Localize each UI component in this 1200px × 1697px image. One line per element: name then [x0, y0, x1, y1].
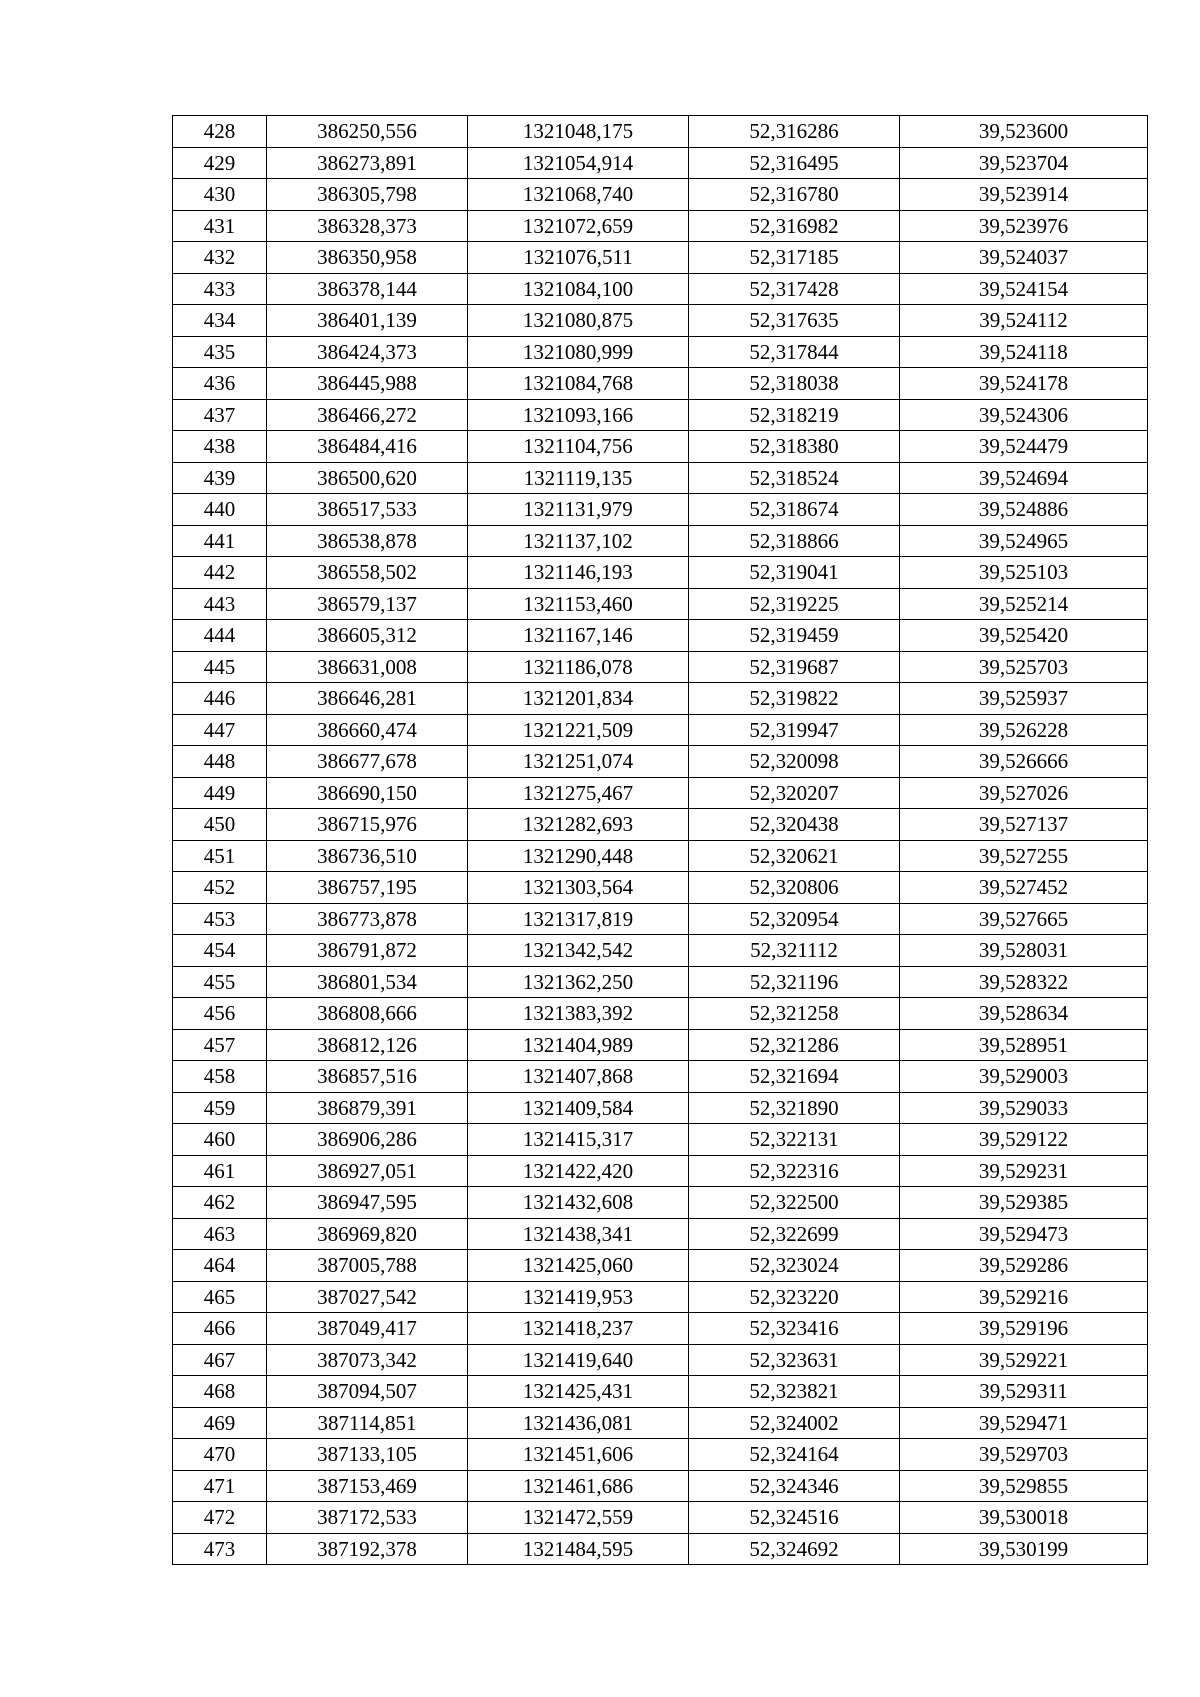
longitude-cell: 39,523704	[900, 147, 1148, 179]
x-coordinate-cell: 386690,150	[267, 777, 468, 809]
x-coordinate-cell: 386879,391	[267, 1092, 468, 1124]
table-row	[173, 903, 1148, 935]
point-number-cell: 456	[173, 998, 267, 1030]
y-coordinate-cell: 1321084,100	[468, 273, 689, 305]
latitude-cell: 52,323416	[689, 1313, 900, 1345]
y-coordinate-cell: 1321167,146	[468, 620, 689, 652]
table-row	[173, 935, 1148, 967]
longitude-cell: 39,529311	[900, 1376, 1148, 1408]
table-row	[173, 210, 1148, 242]
point-number-cell: 452	[173, 872, 267, 904]
longitude-cell: 39,523976	[900, 210, 1148, 242]
x-coordinate-cell: 387153,469	[267, 1470, 468, 1502]
table-row	[173, 1439, 1148, 1471]
point-number-cell: 464	[173, 1250, 267, 1282]
y-coordinate-cell: 1321432,608	[468, 1187, 689, 1219]
point-number-cell: 430	[173, 179, 267, 211]
y-coordinate-cell: 1321418,237	[468, 1313, 689, 1345]
table-row	[173, 777, 1148, 809]
longitude-cell: 39,528322	[900, 966, 1148, 998]
table-row	[173, 273, 1148, 305]
latitude-cell: 52,319041	[689, 557, 900, 589]
latitude-cell: 52,321286	[689, 1029, 900, 1061]
y-coordinate-cell: 1321054,914	[468, 147, 689, 179]
x-coordinate-cell: 386801,534	[267, 966, 468, 998]
y-coordinate-cell: 1321251,074	[468, 746, 689, 778]
latitude-cell: 52,318866	[689, 525, 900, 557]
longitude-cell: 39,524154	[900, 273, 1148, 305]
latitude-cell: 52,318038	[689, 368, 900, 400]
point-number-cell: 469	[173, 1407, 267, 1439]
longitude-cell: 39,527026	[900, 777, 1148, 809]
longitude-cell: 39,527665	[900, 903, 1148, 935]
y-coordinate-cell: 1321342,542	[468, 935, 689, 967]
point-number-cell: 446	[173, 683, 267, 715]
table-row	[173, 462, 1148, 494]
table-row	[173, 1155, 1148, 1187]
longitude-cell: 39,524694	[900, 462, 1148, 494]
y-coordinate-cell: 1321080,875	[468, 305, 689, 337]
y-coordinate-cell: 1321461,686	[468, 1470, 689, 1502]
y-coordinate-cell: 1321153,460	[468, 588, 689, 620]
point-number-cell: 467	[173, 1344, 267, 1376]
point-number-cell: 435	[173, 336, 267, 368]
longitude-cell: 39,524112	[900, 305, 1148, 337]
y-coordinate-cell: 1321419,953	[468, 1281, 689, 1313]
latitude-cell: 52,323024	[689, 1250, 900, 1282]
longitude-cell: 39,529385	[900, 1187, 1148, 1219]
table-row	[173, 620, 1148, 652]
y-coordinate-cell: 1321131,979	[468, 494, 689, 526]
x-coordinate-cell: 386947,595	[267, 1187, 468, 1219]
longitude-cell: 39,529221	[900, 1344, 1148, 1376]
y-coordinate-cell: 1321048,175	[468, 116, 689, 148]
table-row	[173, 305, 1148, 337]
point-number-cell: 459	[173, 1092, 267, 1124]
longitude-cell: 39,528634	[900, 998, 1148, 1030]
longitude-cell: 39,525937	[900, 683, 1148, 715]
latitude-cell: 52,323220	[689, 1281, 900, 1313]
table-row	[173, 714, 1148, 746]
point-number-cell: 465	[173, 1281, 267, 1313]
point-number-cell: 461	[173, 1155, 267, 1187]
latitude-cell: 52,324164	[689, 1439, 900, 1471]
x-coordinate-cell: 386305,798	[267, 179, 468, 211]
y-coordinate-cell: 1321080,999	[468, 336, 689, 368]
longitude-cell: 39,529033	[900, 1092, 1148, 1124]
longitude-cell: 39,529231	[900, 1155, 1148, 1187]
longitude-cell: 39,528031	[900, 935, 1148, 967]
y-coordinate-cell: 1321484,595	[468, 1533, 689, 1565]
table-row	[173, 1313, 1148, 1345]
latitude-cell: 52,320438	[689, 809, 900, 841]
table-row	[173, 966, 1148, 998]
point-number-cell: 466	[173, 1313, 267, 1345]
point-number-cell: 463	[173, 1218, 267, 1250]
longitude-cell: 39,524178	[900, 368, 1148, 400]
point-number-cell: 457	[173, 1029, 267, 1061]
latitude-cell: 52,318674	[689, 494, 900, 526]
y-coordinate-cell: 1321383,392	[468, 998, 689, 1030]
latitude-cell: 52,316286	[689, 116, 900, 148]
point-number-cell: 451	[173, 840, 267, 872]
latitude-cell: 52,322131	[689, 1124, 900, 1156]
latitude-cell: 52,322500	[689, 1187, 900, 1219]
x-coordinate-cell: 386517,533	[267, 494, 468, 526]
table-row	[173, 1470, 1148, 1502]
x-coordinate-cell: 386660,474	[267, 714, 468, 746]
point-number-cell: 444	[173, 620, 267, 652]
longitude-cell: 39,530018	[900, 1502, 1148, 1534]
y-coordinate-cell: 1321275,467	[468, 777, 689, 809]
x-coordinate-cell: 386500,620	[267, 462, 468, 494]
longitude-cell: 39,525420	[900, 620, 1148, 652]
point-number-cell: 433	[173, 273, 267, 305]
point-number-cell: 438	[173, 431, 267, 463]
table-row	[173, 1218, 1148, 1250]
y-coordinate-cell: 1321438,341	[468, 1218, 689, 1250]
y-coordinate-cell: 1321186,078	[468, 651, 689, 683]
point-number-cell: 472	[173, 1502, 267, 1534]
longitude-cell: 39,529286	[900, 1250, 1148, 1282]
y-coordinate-cell: 1321303,564	[468, 872, 689, 904]
y-coordinate-cell: 1321104,756	[468, 431, 689, 463]
point-number-cell: 470	[173, 1439, 267, 1471]
x-coordinate-cell: 387133,105	[267, 1439, 468, 1471]
point-number-cell: 458	[173, 1061, 267, 1093]
latitude-cell: 52,321112	[689, 935, 900, 967]
x-coordinate-cell: 386250,556	[267, 116, 468, 148]
table-row	[173, 525, 1148, 557]
point-number-cell: 445	[173, 651, 267, 683]
x-coordinate-cell: 387114,851	[267, 1407, 468, 1439]
point-number-cell: 437	[173, 399, 267, 431]
latitude-cell: 52,319225	[689, 588, 900, 620]
x-coordinate-cell: 386677,678	[267, 746, 468, 778]
point-number-cell: 454	[173, 935, 267, 967]
y-coordinate-cell: 1321119,135	[468, 462, 689, 494]
longitude-cell: 39,529122	[900, 1124, 1148, 1156]
x-coordinate-cell: 386631,008	[267, 651, 468, 683]
latitude-cell: 52,321196	[689, 966, 900, 998]
table-row	[173, 1029, 1148, 1061]
latitude-cell: 52,324346	[689, 1470, 900, 1502]
point-number-cell: 443	[173, 588, 267, 620]
point-number-cell: 436	[173, 368, 267, 400]
latitude-cell: 52,324002	[689, 1407, 900, 1439]
table-row	[173, 147, 1148, 179]
longitude-cell: 39,524037	[900, 242, 1148, 274]
longitude-cell: 39,525103	[900, 557, 1148, 589]
point-number-cell: 471	[173, 1470, 267, 1502]
point-number-cell: 439	[173, 462, 267, 494]
latitude-cell: 52,318524	[689, 462, 900, 494]
y-coordinate-cell: 1321409,584	[468, 1092, 689, 1124]
longitude-cell: 39,524886	[900, 494, 1148, 526]
latitude-cell: 52,323631	[689, 1344, 900, 1376]
longitude-cell: 39,523600	[900, 116, 1148, 148]
y-coordinate-cell: 1321146,193	[468, 557, 689, 589]
latitude-cell: 52,320954	[689, 903, 900, 935]
table-row	[173, 588, 1148, 620]
table-row	[173, 872, 1148, 904]
point-number-cell: 462	[173, 1187, 267, 1219]
x-coordinate-cell: 386857,516	[267, 1061, 468, 1093]
longitude-cell: 39,528951	[900, 1029, 1148, 1061]
table-row	[173, 1376, 1148, 1408]
y-coordinate-cell: 1321422,420	[468, 1155, 689, 1187]
table-row	[173, 179, 1148, 211]
table-row	[173, 1250, 1148, 1282]
longitude-cell: 39,529471	[900, 1407, 1148, 1439]
x-coordinate-cell: 386791,872	[267, 935, 468, 967]
point-number-cell: 428	[173, 116, 267, 148]
point-number-cell: 441	[173, 525, 267, 557]
point-number-cell: 449	[173, 777, 267, 809]
latitude-cell: 52,319822	[689, 683, 900, 715]
latitude-cell: 52,319459	[689, 620, 900, 652]
y-coordinate-cell: 1321425,431	[468, 1376, 689, 1408]
y-coordinate-cell: 1321362,250	[468, 966, 689, 998]
x-coordinate-cell: 386646,281	[267, 683, 468, 715]
x-coordinate-cell: 386808,666	[267, 998, 468, 1030]
latitude-cell: 52,317844	[689, 336, 900, 368]
point-number-cell: 432	[173, 242, 267, 274]
table-row	[173, 368, 1148, 400]
x-coordinate-cell: 386812,126	[267, 1029, 468, 1061]
table-row	[173, 746, 1148, 778]
table-row	[173, 1281, 1148, 1313]
x-coordinate-cell: 386273,891	[267, 147, 468, 179]
x-coordinate-cell: 386424,373	[267, 336, 468, 368]
point-number-cell: 429	[173, 147, 267, 179]
x-coordinate-cell: 386466,272	[267, 399, 468, 431]
table-row	[173, 809, 1148, 841]
longitude-cell: 39,525214	[900, 588, 1148, 620]
point-number-cell: 455	[173, 966, 267, 998]
x-coordinate-cell: 386927,051	[267, 1155, 468, 1187]
table-row	[173, 998, 1148, 1030]
x-coordinate-cell: 386773,878	[267, 903, 468, 935]
latitude-cell: 52,317185	[689, 242, 900, 274]
longitude-cell: 39,529196	[900, 1313, 1148, 1345]
x-coordinate-cell: 386715,976	[267, 809, 468, 841]
y-coordinate-cell: 1321451,606	[468, 1439, 689, 1471]
y-coordinate-cell: 1321436,081	[468, 1407, 689, 1439]
point-number-cell: 448	[173, 746, 267, 778]
longitude-cell: 39,529473	[900, 1218, 1148, 1250]
y-coordinate-cell: 1321282,693	[468, 809, 689, 841]
latitude-cell: 52,316780	[689, 179, 900, 211]
y-coordinate-cell: 1321415,317	[468, 1124, 689, 1156]
x-coordinate-cell: 387027,542	[267, 1281, 468, 1313]
latitude-cell: 52,318219	[689, 399, 900, 431]
longitude-cell: 39,530199	[900, 1533, 1148, 1565]
latitude-cell: 52,319947	[689, 714, 900, 746]
longitude-cell: 39,523914	[900, 179, 1148, 211]
x-coordinate-cell: 386538,878	[267, 525, 468, 557]
table-row	[173, 116, 1148, 148]
x-coordinate-cell: 386378,144	[267, 273, 468, 305]
point-number-cell: 453	[173, 903, 267, 935]
latitude-cell: 52,318380	[689, 431, 900, 463]
point-number-cell: 431	[173, 210, 267, 242]
x-coordinate-cell: 387192,378	[267, 1533, 468, 1565]
y-coordinate-cell: 1321093,166	[468, 399, 689, 431]
y-coordinate-cell: 1321317,819	[468, 903, 689, 935]
latitude-cell: 52,320806	[689, 872, 900, 904]
x-coordinate-cell: 387073,342	[267, 1344, 468, 1376]
y-coordinate-cell: 1321072,659	[468, 210, 689, 242]
longitude-cell: 39,526666	[900, 746, 1148, 778]
x-coordinate-cell: 386906,286	[267, 1124, 468, 1156]
y-coordinate-cell: 1321419,640	[468, 1344, 689, 1376]
x-coordinate-cell: 386605,312	[267, 620, 468, 652]
latitude-cell: 52,324692	[689, 1533, 900, 1565]
longitude-cell: 39,524479	[900, 431, 1148, 463]
x-coordinate-cell: 387049,417	[267, 1313, 468, 1345]
y-coordinate-cell: 1321404,989	[468, 1029, 689, 1061]
longitude-cell: 39,529855	[900, 1470, 1148, 1502]
x-coordinate-cell: 386579,137	[267, 588, 468, 620]
table-row	[173, 1124, 1148, 1156]
latitude-cell: 52,317635	[689, 305, 900, 337]
x-coordinate-cell: 386757,195	[267, 872, 468, 904]
point-number-cell: 460	[173, 1124, 267, 1156]
longitude-cell: 39,527452	[900, 872, 1148, 904]
table-row	[173, 1502, 1148, 1534]
table-row	[173, 1533, 1148, 1565]
longitude-cell: 39,529703	[900, 1439, 1148, 1471]
longitude-cell: 39,524118	[900, 336, 1148, 368]
x-coordinate-cell: 386445,988	[267, 368, 468, 400]
table-row	[173, 1092, 1148, 1124]
y-coordinate-cell: 1321068,740	[468, 179, 689, 211]
x-coordinate-cell: 386328,373	[267, 210, 468, 242]
table-row	[173, 399, 1148, 431]
y-coordinate-cell: 1321290,448	[468, 840, 689, 872]
x-coordinate-cell: 386558,502	[267, 557, 468, 589]
table-row	[173, 431, 1148, 463]
latitude-cell: 52,322316	[689, 1155, 900, 1187]
latitude-cell: 52,316495	[689, 147, 900, 179]
y-coordinate-cell: 1321407,868	[468, 1061, 689, 1093]
x-coordinate-cell: 386484,416	[267, 431, 468, 463]
table-row	[173, 1344, 1148, 1376]
x-coordinate-cell: 386350,958	[267, 242, 468, 274]
latitude-cell: 52,324516	[689, 1502, 900, 1534]
latitude-cell: 52,320207	[689, 777, 900, 809]
table-row	[173, 1407, 1148, 1439]
y-coordinate-cell: 1321076,511	[468, 242, 689, 274]
point-number-cell: 440	[173, 494, 267, 526]
table-row	[173, 1061, 1148, 1093]
coordinates-table	[172, 115, 1148, 1565]
latitude-cell: 52,321694	[689, 1061, 900, 1093]
table-row	[173, 840, 1148, 872]
x-coordinate-cell: 386401,139	[267, 305, 468, 337]
y-coordinate-cell: 1321221,509	[468, 714, 689, 746]
table-row	[173, 683, 1148, 715]
table-row	[173, 651, 1148, 683]
latitude-cell: 52,321258	[689, 998, 900, 1030]
point-number-cell: 450	[173, 809, 267, 841]
longitude-cell: 39,524965	[900, 525, 1148, 557]
point-number-cell: 473	[173, 1533, 267, 1565]
point-number-cell: 447	[173, 714, 267, 746]
x-coordinate-cell: 386736,510	[267, 840, 468, 872]
x-coordinate-cell: 387005,788	[267, 1250, 468, 1282]
longitude-cell: 39,524306	[900, 399, 1148, 431]
longitude-cell: 39,529216	[900, 1281, 1148, 1313]
y-coordinate-cell: 1321137,102	[468, 525, 689, 557]
y-coordinate-cell: 1321472,559	[468, 1502, 689, 1534]
longitude-cell: 39,527137	[900, 809, 1148, 841]
coordinates-table-body	[173, 116, 1148, 1565]
point-number-cell: 468	[173, 1376, 267, 1408]
longitude-cell: 39,526228	[900, 714, 1148, 746]
latitude-cell: 52,322699	[689, 1218, 900, 1250]
latitude-cell: 52,320098	[689, 746, 900, 778]
point-number-cell: 442	[173, 557, 267, 589]
table-row	[173, 1187, 1148, 1219]
x-coordinate-cell: 386969,820	[267, 1218, 468, 1250]
y-coordinate-cell: 1321425,060	[468, 1250, 689, 1282]
latitude-cell: 52,320621	[689, 840, 900, 872]
table-row	[173, 242, 1148, 274]
latitude-cell: 52,321890	[689, 1092, 900, 1124]
point-number-cell: 434	[173, 305, 267, 337]
y-coordinate-cell: 1321201,834	[468, 683, 689, 715]
y-coordinate-cell: 1321084,768	[468, 368, 689, 400]
x-coordinate-cell: 387094,507	[267, 1376, 468, 1408]
latitude-cell: 52,319687	[689, 651, 900, 683]
table-row	[173, 494, 1148, 526]
longitude-cell: 39,527255	[900, 840, 1148, 872]
latitude-cell: 52,317428	[689, 273, 900, 305]
table-row	[173, 336, 1148, 368]
longitude-cell: 39,529003	[900, 1061, 1148, 1093]
latitude-cell: 52,316982	[689, 210, 900, 242]
table-row	[173, 557, 1148, 589]
longitude-cell: 39,525703	[900, 651, 1148, 683]
x-coordinate-cell: 387172,533	[267, 1502, 468, 1534]
latitude-cell: 52,323821	[689, 1376, 900, 1408]
